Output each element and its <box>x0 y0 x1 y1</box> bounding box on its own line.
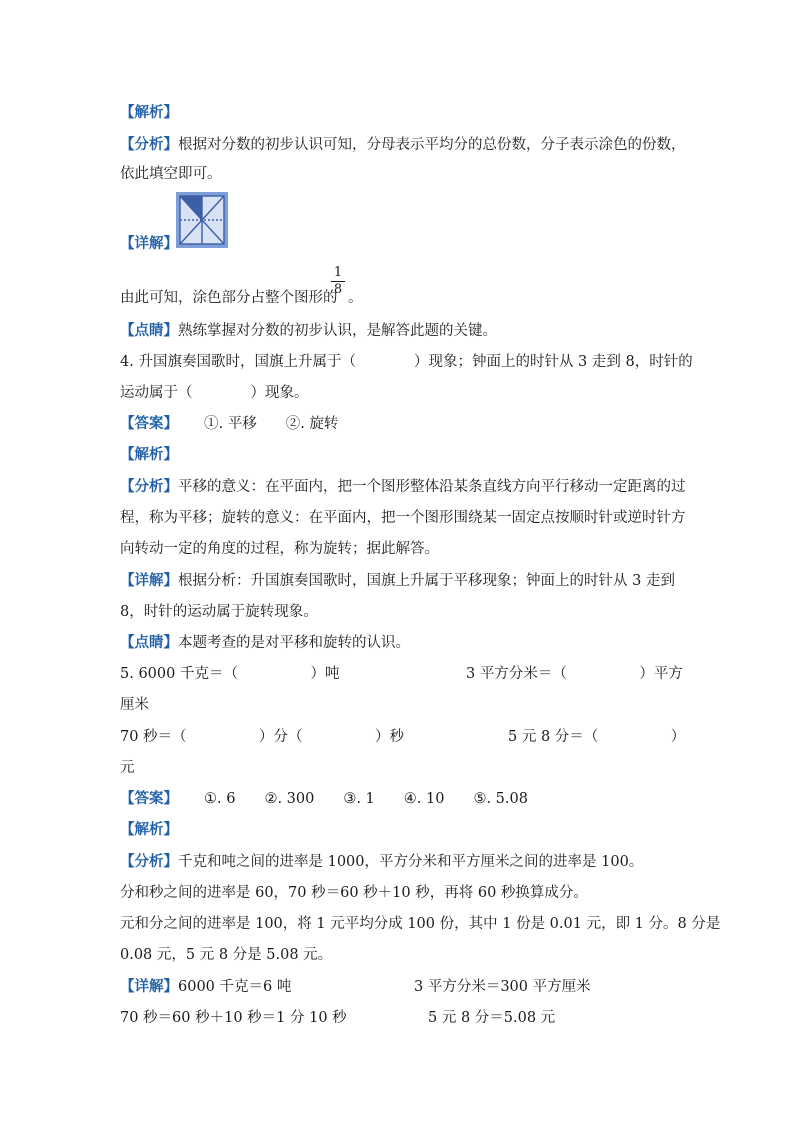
dianjing-line <box>120 633 410 653</box>
detail-text: 5 元 8 分＝5.08 元 <box>428 1010 556 1026</box>
answer-tag: 【答案】 <box>120 415 178 432</box>
detail-line <box>120 977 291 997</box>
answer-tag: 【答案】 <box>120 790 178 807</box>
fraction-denominator: 8 <box>333 282 343 297</box>
answer-text: ①. 6 ②. 300 ③. 1 ④. 10 ⑤. 5.08 <box>204 791 528 807</box>
analysis-line <box>120 164 222 184</box>
analysis-text: 分和秒之间的进率是 60，70 秒＝60 秒＋10 秒，再将 60 秒换算成分。 <box>120 885 588 901</box>
dianjing-text: 本题考查的是对平移和旋转的认识。 <box>178 635 410 651</box>
fenxi-tag: 【分析】 <box>120 853 178 870</box>
question-4-line <box>120 383 309 403</box>
fenxi-tag: 【分析】 <box>120 478 178 495</box>
answer-text: ①. 平移 ②. 旋转 <box>204 416 339 432</box>
conclusion-text: 由此可知，涂色部分占整个图形的 <box>120 290 338 306</box>
analysis-line <box>120 883 588 903</box>
fraction-one-eighth <box>331 266 345 297</box>
analysis-text: 依此填空即可。 <box>120 166 222 182</box>
detail-text: 3 平方分米＝300 平方厘米 <box>414 979 591 995</box>
question-5-part-c: 70 秒＝（ ）分（ ）秒 <box>120 729 405 745</box>
answer-line <box>120 789 528 809</box>
analysis-line <box>120 914 720 934</box>
analysis-line <box>120 852 643 872</box>
dianjing-line <box>120 321 497 341</box>
analysis-text: 向转动一定的角度的过程，称为旋转；据此解答。 <box>120 541 439 557</box>
xiangjie-tag: 【详解】 <box>120 572 178 589</box>
detail-line <box>120 571 675 591</box>
question-4-text: 4. 升国旗奏国歌时，国旗上升属于（ ）现象；钟面上的时针从 3 走到 8，时针的 <box>120 354 693 370</box>
jiexi-tag: 【解析】 <box>120 104 178 121</box>
jiexi-tag: 【解析】 <box>120 446 178 463</box>
section-jiexi <box>120 820 178 840</box>
conclusion-end: 。 <box>348 290 363 306</box>
analysis-text: 平移的意义：在平面内，把一个图形整体沿某条直线方向平行移动一定距离的过 <box>178 479 686 495</box>
analysis-line <box>120 135 686 155</box>
question-5-part-b: 3 平方分米＝（ ）平方 <box>466 666 683 682</box>
analysis-text: 千克和吨之间的进率是 1000，平方分米和平方厘米之间的进率是 100。 <box>178 854 644 870</box>
answer-line <box>120 414 338 434</box>
detail-text: 70 秒＝60 秒＋10 秒＝1 分 10 秒 <box>120 1010 347 1026</box>
detail-text: 8，时针的运动属于旋转现象。 <box>120 604 318 620</box>
section-jiexi <box>120 103 178 123</box>
fenxi-tag: 【分析】 <box>120 136 178 153</box>
detail-text: 6000 千克＝6 吨 <box>178 979 292 995</box>
analysis-text: 根据对分数的初步认识可知，分母表示平均分的总份数，分子表示涂色的份数， <box>178 137 686 153</box>
xiangjie-tag: 【详解】 <box>120 978 178 995</box>
xiangjie-tag: 【详解】 <box>120 235 178 252</box>
analysis-line <box>120 945 332 965</box>
question-5-part-d-cont: 元 <box>120 760 135 776</box>
dianjing-text: 熟练掌握对分数的初步认识，是解答此题的关键。 <box>178 323 497 339</box>
question-4-text: 运动属于（ ）现象。 <box>120 385 309 401</box>
detail-text: 根据分析：升国旗奏国歌时，国旗上升属于平移现象；钟面上的时针从 3 走到 <box>178 573 675 589</box>
conclusion-line <box>120 288 338 308</box>
fraction-numerator: 1 <box>333 265 343 280</box>
analysis-text: 元和分之间的进率是 100，将 1 元平均分成 100 份，其中 1 份是 0.01 元，即 1 分。8 分是 <box>120 916 721 932</box>
jiexi-tag: 【解析】 <box>120 821 178 838</box>
question-5-part-d: 5 元 8 分＝（ ） <box>508 729 686 745</box>
question-5-part-b-cont: 厘米 <box>120 697 149 713</box>
shaded-square-figure <box>176 192 228 248</box>
analysis-line <box>120 539 439 559</box>
analysis-text: 0.08 元，5 元 8 分是 5.08 元。 <box>120 947 333 963</box>
question-4-line <box>120 352 693 372</box>
section-xiangjie <box>120 234 178 254</box>
section-jiexi <box>120 445 178 465</box>
question-5-part-a: 5. 6000 千克＝（ ）吨 <box>120 666 340 682</box>
analysis-line <box>120 477 686 497</box>
dianjing-tag: 【点睛】 <box>120 634 178 651</box>
dianjing-tag: 【点睛】 <box>120 322 178 339</box>
analysis-text: 程，称为平移；旋转的意义：在平面内，把一个图形围绕某一固定点按顺时针或逆时针方 <box>120 510 686 526</box>
detail-line <box>120 602 318 622</box>
analysis-line <box>120 508 686 528</box>
